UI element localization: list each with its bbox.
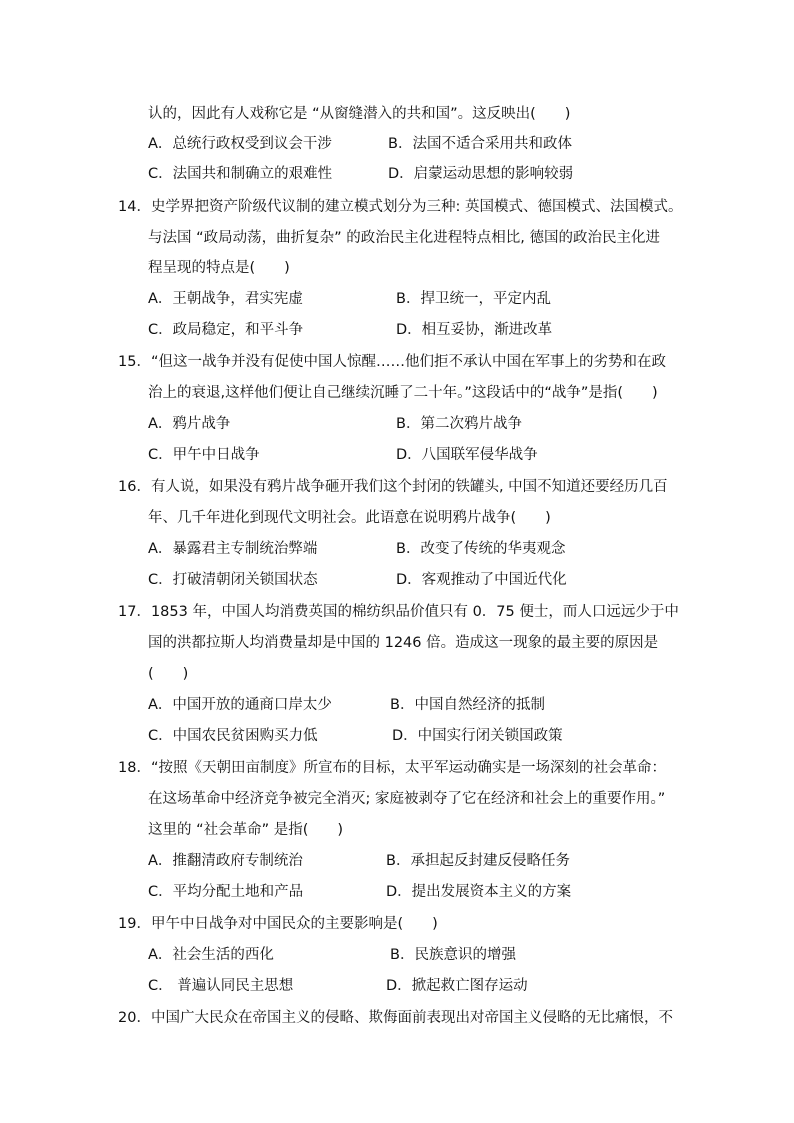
- question-18-line-1: 18．“按照《天朝田亩制度》所宣布的目标，太平军运动确实是一场深刻的社会革命：: [118, 760, 666, 776]
- q19-option-b: B．民族意识的增强: [390, 947, 516, 963]
- question-17-line-2: 国的洪都拉斯人均消费量却是中国的 1246 倍。造成这一现象的最主要的原因是: [148, 635, 659, 651]
- question-14-line-1: 14．史学界把资产阶级代议制的建立模式划分为三种: 英国模式、德国模式、法国模式。: [118, 199, 683, 215]
- q13-option-a: A．总统行政权受到议会干涉: [148, 136, 332, 152]
- question-16-line-2: 年、几千年进化到现代文明社会。此语意在说明鸦片战争( ): [148, 510, 551, 526]
- q19-option-a: A．社会生活的西化: [148, 947, 274, 963]
- question-17-line-1: 17．1853 年，中国人均消费英国的棉纺织品价值只有 0．75 便士，而人口远远少于中: [118, 604, 679, 620]
- question-15-line-1: 15．“但这一战争并没有促使中国人惊醒……他们拒不承认中国在军事上的劣势和在政: [118, 354, 666, 370]
- question-15-line-2: 治上的衰退,这样他们便让自己继续沉睡了二十年。”这段话中的“战争”是指( ): [148, 385, 658, 401]
- q14-option-a: A．王朝战争，君实宪虚: [148, 291, 303, 307]
- q15-option-c: C．甲午中日战争: [148, 447, 260, 463]
- q19-option-c: C． 普遍认同民主思想: [148, 978, 294, 994]
- question-18-line-2: 在这场革命中经济竞争被完全消灭; 家庭被剥夺了它在经济和社会上的重要作用。”: [148, 791, 666, 807]
- q16-option-a: A．暴露君主专制统治弊端: [148, 541, 318, 557]
- q17-option-d: D．中国实行闭关锁国政策: [392, 728, 563, 744]
- question-19-line-1: 19．甲午中日战争对中国民众的主要影响是( ): [118, 916, 438, 932]
- question-16-line-1: 16．有人说，如果没有鸦片战争砸开我们这个封闭的铁罐头, 中国不知道还要经历几百: [118, 479, 668, 495]
- q15-option-d: D．八国联军侵华战争: [396, 447, 538, 463]
- q13-option-b: B．法国不适合采用共和政体: [388, 136, 572, 152]
- question-18-line-3: 这里的 “社会革命” 是指( ): [148, 822, 344, 838]
- q13-option-d: D．启蒙运动思想的影响较弱: [388, 166, 574, 182]
- q14-option-c: C．政局稳定，和平斗争: [148, 322, 304, 338]
- question-20-line-1: 20．中国广大民众在帝国主义的侵略、欺侮面前表现出对帝国主义侵略的无比痛恨，不: [118, 1010, 673, 1026]
- q19-option-d: D．掀起救亡图存运动: [386, 978, 528, 994]
- q17-option-b: B．中国自然经济的抵制: [390, 697, 545, 713]
- q16-option-b: B．改变了传统的华夷观念: [396, 541, 566, 557]
- q16-option-c: C．打破清朝闭关锁国状态: [148, 572, 318, 588]
- question-14-line-3: 程呈现的特点是( ): [148, 260, 290, 276]
- q15-option-a: A．鸦片战争: [148, 416, 231, 432]
- q18-option-c: C．平均分配土地和产品: [148, 884, 304, 900]
- q17-option-c: C．中国农民贫困购买力低: [148, 728, 318, 744]
- q16-option-d: D．客观推动了中国近代化: [396, 572, 567, 588]
- q17-option-a: A．中国开放的通商口岸太少: [148, 697, 332, 713]
- q15-option-b: B．第二次鸦片战争: [396, 416, 522, 432]
- question-17-line-3: ( ): [148, 666, 189, 682]
- q18-option-b: B．承担起反封建反侵略任务: [386, 853, 570, 869]
- q14-option-d: D．相互妥协，渐进改革: [396, 322, 553, 338]
- q13-option-c: C．法国共和制确立的艰难性: [148, 166, 333, 182]
- question-13-text-end: 认的，因此有人戏称它是 “从窗缝潜入的共和国”。这反映出( ): [148, 106, 571, 122]
- question-14-line-2: 与法国 “政局动荡，曲折复杂” 的政治民主化进程特点相比, 德国的政治民主化进: [148, 230, 660, 246]
- q18-option-d: D．提出发展资本主义的方案: [386, 884, 572, 900]
- q18-option-a: A．推翻清政府专制统治: [148, 853, 303, 869]
- q14-option-b: B．捍卫统一，平定内乱: [396, 291, 551, 307]
